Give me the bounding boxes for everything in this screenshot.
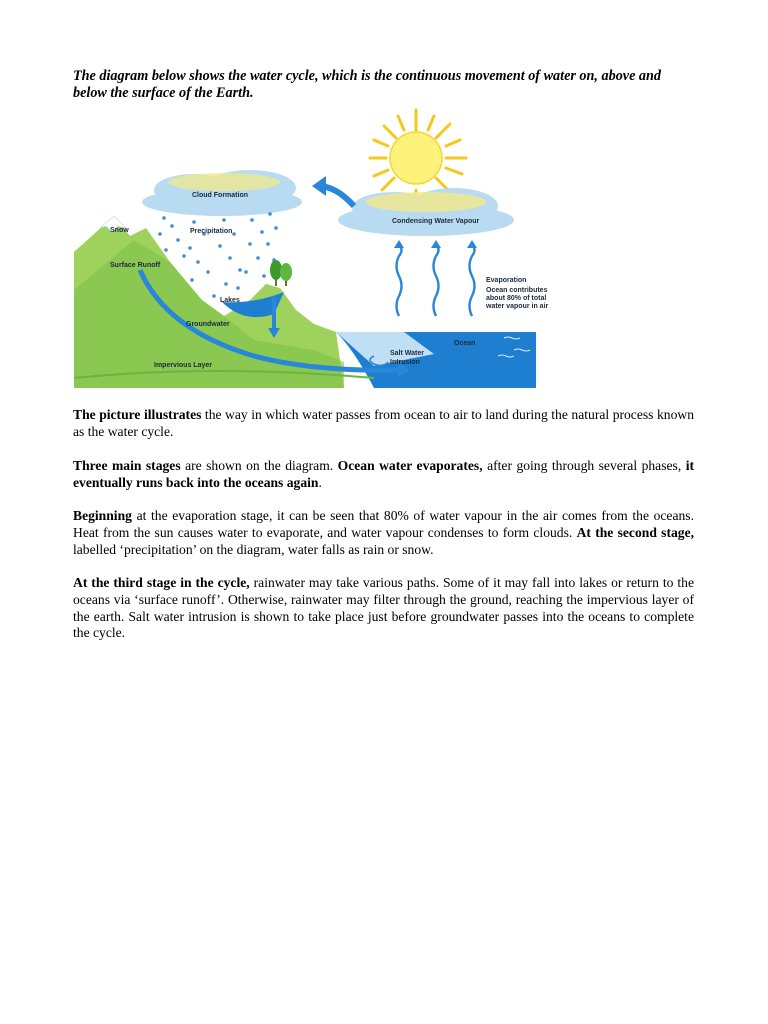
water-cycle-illustration <box>74 110 549 388</box>
text-run: after going through several phases, <box>482 458 686 473</box>
text-run: the way in which water passes from ocean to air to land during the natural process known as the water cycle. <box>73 407 694 439</box>
label-evaporation: Evaporation <box>486 277 527 284</box>
label-salt-water-1: Salt Water <box>390 350 424 357</box>
paragraph-3 <box>73 508 694 558</box>
paragraph-1 <box>73 407 694 441</box>
bold-phrase: Beginning <box>73 508 132 523</box>
bold-phrase: At the second stage, <box>576 524 695 540</box>
label-precipitation: Precipitation <box>190 228 233 235</box>
label-groundwater: Groundwater <box>186 321 230 328</box>
water-cycle-diagram <box>74 110 549 388</box>
label-evap-note-2: about 80% of total <box>486 295 547 302</box>
bold-phrase: Three main stages <box>73 458 181 473</box>
label-impervious-layer: Impervious Layer <box>154 362 212 369</box>
label-cloud-formation: Cloud Formation <box>192 192 248 199</box>
label-evap-note-3: water vapour in air <box>486 303 549 310</box>
label-lakes: Lakes <box>220 297 240 304</box>
intro-text: The diagram below shows the water cycle, which is the continuous movement of water on, above and below the surface of the Earth. <box>73 68 662 101</box>
text-run: rainwater may take various paths. Some of it may fall into lakes or return to the oceans via ‘surface runoff’. Otherwise, rainwater may filter through the ground, reaching the impervious layer of the earth. Salt water intrusion is shown to take place just before groundwater passes into the oceans to complete the cycle. <box>73 575 694 641</box>
label-condensing-vapour: Condensing Water Vapour <box>392 218 480 225</box>
paragraph-4 <box>73 575 694 642</box>
tree-icon <box>270 260 292 286</box>
text-run: . <box>318 474 322 490</box>
label-salt-water-2: Intrusion <box>390 359 420 366</box>
label-evap-note-1: Ocean contributes <box>486 287 548 294</box>
paragraph-2 <box>73 458 694 492</box>
bold-phrase: At the third stage in the cycle, <box>73 575 250 590</box>
text-run: are shown on the diagram. <box>180 458 338 473</box>
bold-phrase: it eventually runs back into the oceans again <box>73 458 694 490</box>
bold-phrase: The picture illustrates <box>73 407 202 422</box>
label-snow: Snow <box>110 227 129 234</box>
condensing-cloud <box>338 188 514 236</box>
text-run: labelled ‘precipitation’ on the diagram, water falls as rain or snow. <box>73 541 434 557</box>
bold-phrase: Ocean water evaporates, <box>337 458 483 473</box>
evaporation-arrows <box>397 244 475 316</box>
text-run: at the evaporation stage, it can be seen that 80% of water vapour in the air comes from the oceans. Heat from the sun causes water to evaporate, and water vapour condenses to form clouds. <box>73 508 694 540</box>
label-surface-runoff: Surface Runoff <box>110 262 161 269</box>
label-ocean: Ocean <box>454 340 476 347</box>
